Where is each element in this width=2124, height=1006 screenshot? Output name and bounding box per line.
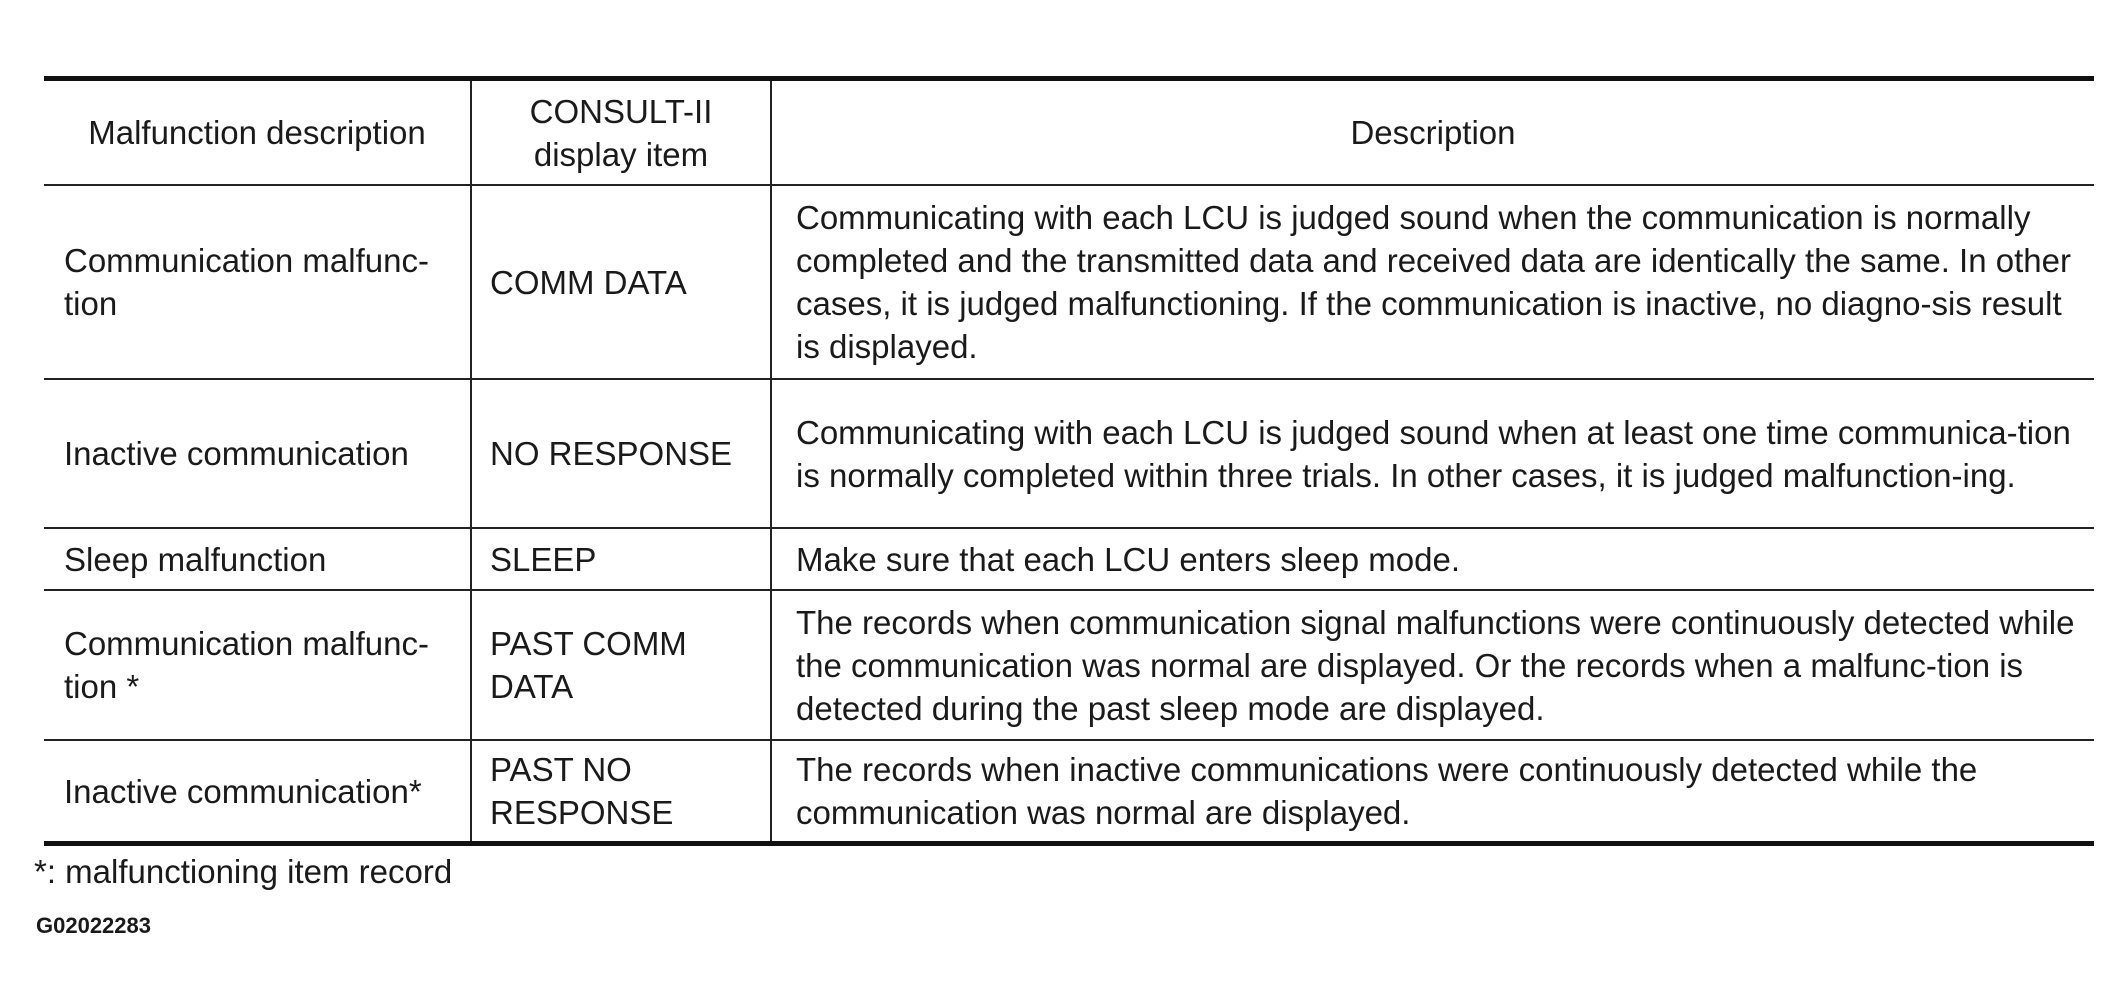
table-row [44, 590, 2094, 740]
description-cell: Communicating with each LCU is judged sound when at least one time communica-tion is normally completed within three trials. In other cases, it is judged malfunction-ing. [771, 379, 2094, 528]
header-consult-display-item [471, 79, 771, 186]
header-malfunction-description: Malfunction description [44, 79, 471, 186]
malfunction-cell: Inactive communication* [44, 740, 471, 844]
description-cell: Communicating with each LCU is judged sound when the communication is normally completed and the transmitted data and received data are identically the same. In other cases, it is judged malfunctioning. If the communication is inactive, no diagno-sis result is displayed. [771, 185, 2094, 379]
table-row [44, 379, 2094, 528]
malfunction-cell: Inactive communication [44, 379, 471, 528]
table-row [44, 740, 2094, 844]
figure-id: G02022283 [36, 913, 151, 938]
display-item-cell: COMM DATA [471, 185, 771, 379]
malfunction-cell: Communication malfunc-tion [44, 185, 471, 379]
description-cell: Make sure that each LCU enters sleep mode. [771, 528, 2094, 590]
malfunction-cell: Communication malfunc-tion * [44, 590, 471, 740]
header-description: Description [771, 79, 2094, 186]
table-row [44, 528, 2094, 590]
display-item-cell: SLEEP [471, 528, 771, 590]
header-row [44, 79, 2094, 186]
header-consult-line1: CONSULT-II [529, 92, 713, 130]
display-item-cell: PAST NO RESPONSE [471, 740, 771, 844]
description-cell: The records when communication signal malfunctions were continuously detected while the communication was normal are displayed. Or the records when a malfunc-tion is detected during the past sleep mode are displayed. [771, 590, 2094, 740]
table-row [44, 185, 2094, 379]
malfunction-cell: Sleep malfunction [44, 528, 471, 590]
display-item-cell: NO RESPONSE [471, 379, 771, 528]
malfunction-table [44, 76, 2094, 846]
header-consult-line2: display item [533, 135, 709, 173]
description-cell: The records when inactive communications were continuously detected while the communication was normal are displayed. [771, 740, 2094, 844]
footnote: *: malfunctioning item record [34, 853, 453, 890]
display-item-cell: PAST COMM DATA [471, 590, 771, 740]
